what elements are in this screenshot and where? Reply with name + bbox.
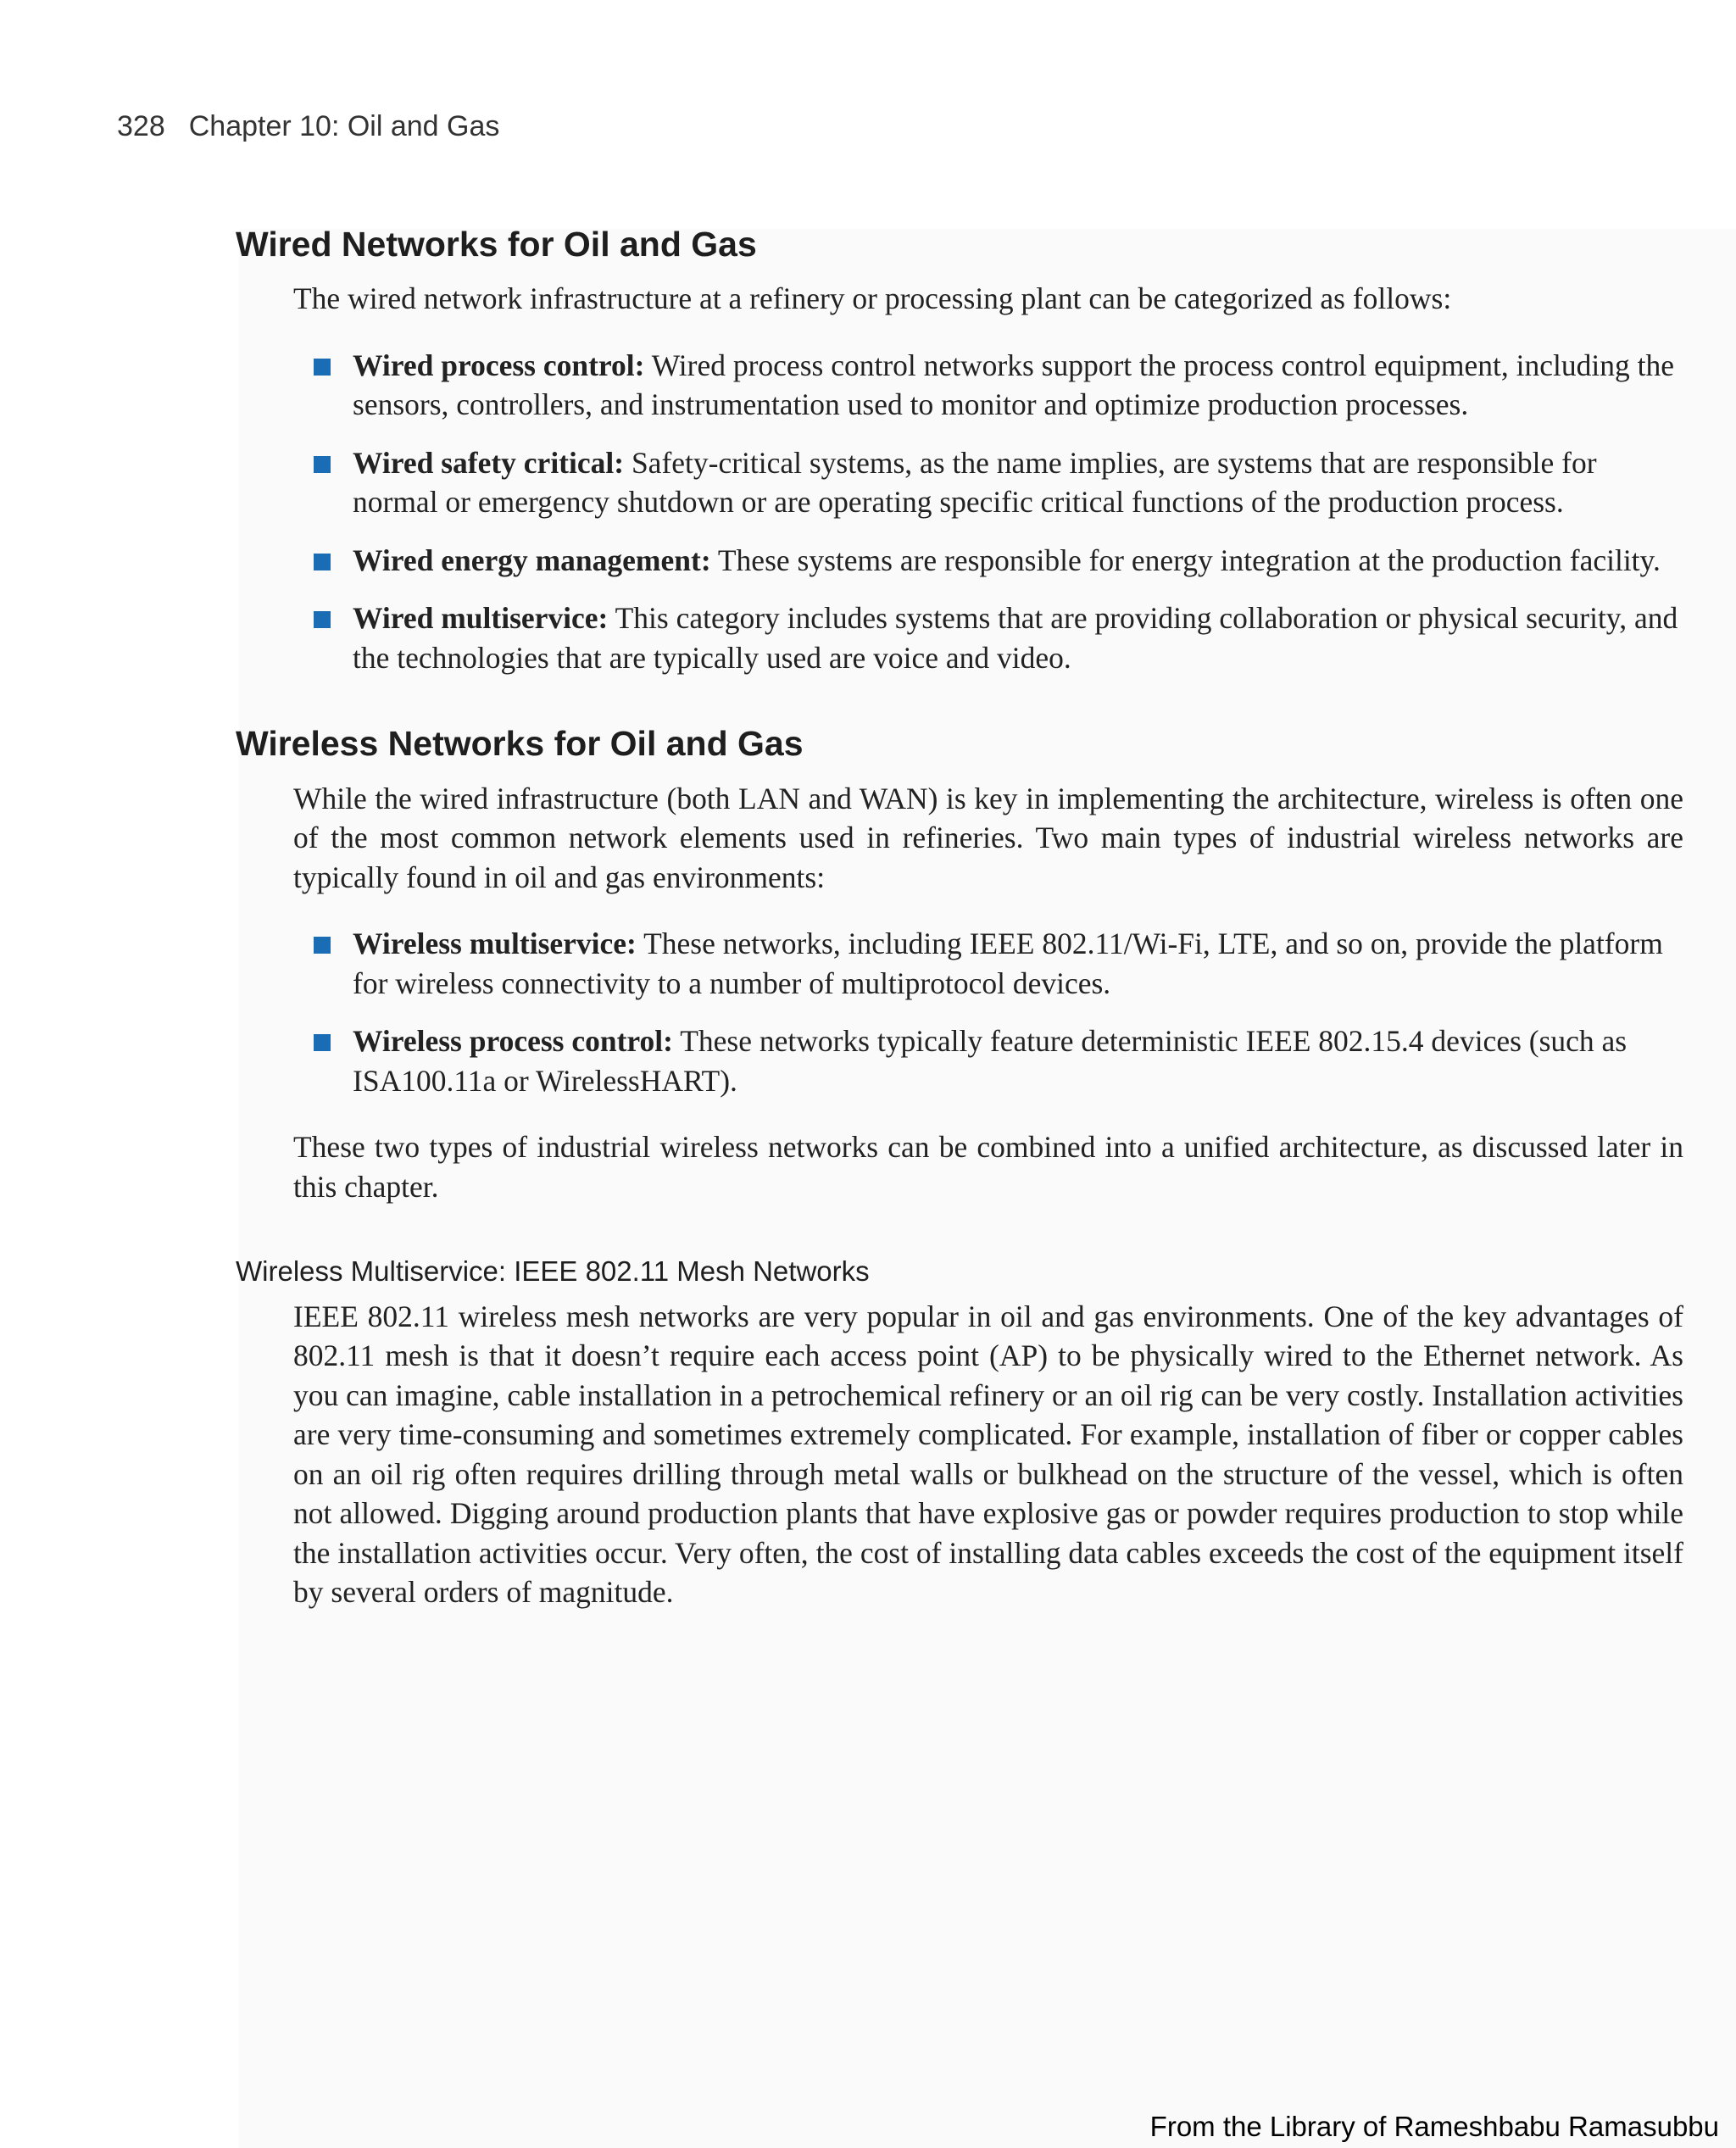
square-bullet-icon [314,1034,331,1051]
list-item-term: Wireless multiservice: [353,927,637,961]
list-item-text: This category includes systems that are providing collaboration or physical security, and the technologies that are typically used are voice and video. [353,601,1678,675]
page-number: 328 [117,110,165,142]
square-bullet-icon [314,937,331,954]
wireless-list [236,924,1683,1100]
list-item-text: These networks, including IEEE 802.11/Wi-Fi, LTE, and so on, provide the platform for wireless connectivity to a number of multiprotocol devices. [353,927,1663,1000]
list-item [353,598,1683,677]
list-item-term: Wired multiservice: [353,601,609,636]
wireless-closing: These two types of industrial wireless networks can be combined into a unified architecture, as discussed later in this chapter. [293,1130,1683,1204]
mesh-paragraph: IEEE 802.11 wireless mesh networks are very popular in oil and gas environments. One of the key advantages of 802.11 mesh is that it doesn’t require each access point (AP) to be physically wired to the Ethernet network. As you can imagine, cable installation in a petrochemical refinery or an oil rig can be very costly. Installation activities are very time-consuming and sometimes extremely complicated. For example, installation of fiber or copper cables on an oil rig often requires drilling through metal walls or bulkhead on the structure of the vessel, which is often not allowed. Digging around production plants that have explosive gas or powder requires production to stop while the installation activities occur. Very often, the cost of installing data cables exceeds the cost of the equipment itself by several orders of magnitude. [293,1299,1683,1610]
list-item-term: Wireless process control: [353,1024,673,1059]
square-bullet-icon [314,611,331,628]
list-item-term: Wired process control: [353,348,645,382]
wireless-intro: While the wired infrastructure (both LAN and WAN) is key in implementing the architecture, wireless is often one of the most common network elements used in refineries. Two main types of industrial wireless networks are typically found in oil and gas environments: [293,781,1683,894]
list-item-term: Wired energy management: [353,543,711,577]
library-credit: From the Library of Rameshbabu Ramasubbu [1149,2111,1719,2142]
wired-section-heading: Wired Networks for Oil and Gas [236,225,757,264]
list-item [353,346,1683,425]
mesh-subsection-heading: Wireless Multiservice: IEEE 802.11 Mesh Networks [236,1255,870,1288]
square-bullet-icon [314,456,331,473]
square-bullet-icon [314,359,331,376]
chapter-title: Chapter 10: Oil and Gas [188,110,500,142]
wireless-section-heading: Wireless Networks for Oil and Gas [236,724,804,764]
list-item [353,541,1683,581]
list-item-text: Safety-critical systems, as the name implies, are systems that are responsible for normal or emergency shutdown or are operating specific critical functions of the production process. [353,445,1597,520]
list-item [353,924,1683,1003]
square-bullet-icon [314,554,331,570]
main-content [236,222,1683,1612]
list-item-text: Wired process control networks support the process control equipment, including the sensors, controllers, and instrumentation used to monitor and optimize production processes. [353,348,1674,422]
list-item [353,1021,1683,1100]
wired-intro: The wired network infrastructure at a refinery or processing plant can be categorized as follows: [293,281,1452,316]
list-item [353,443,1683,522]
list-item-text: These networks typically feature deterministic IEEE 802.15.4 devices (such as ISA100.11a or WirelessHART). [353,1024,1628,1098]
list-item-term: Wired safety critical: [353,445,625,480]
list-item-text: These systems are responsible for energy integration at the production facility. [710,543,1661,577]
wired-list [236,346,1683,678]
running-head [117,110,499,143]
